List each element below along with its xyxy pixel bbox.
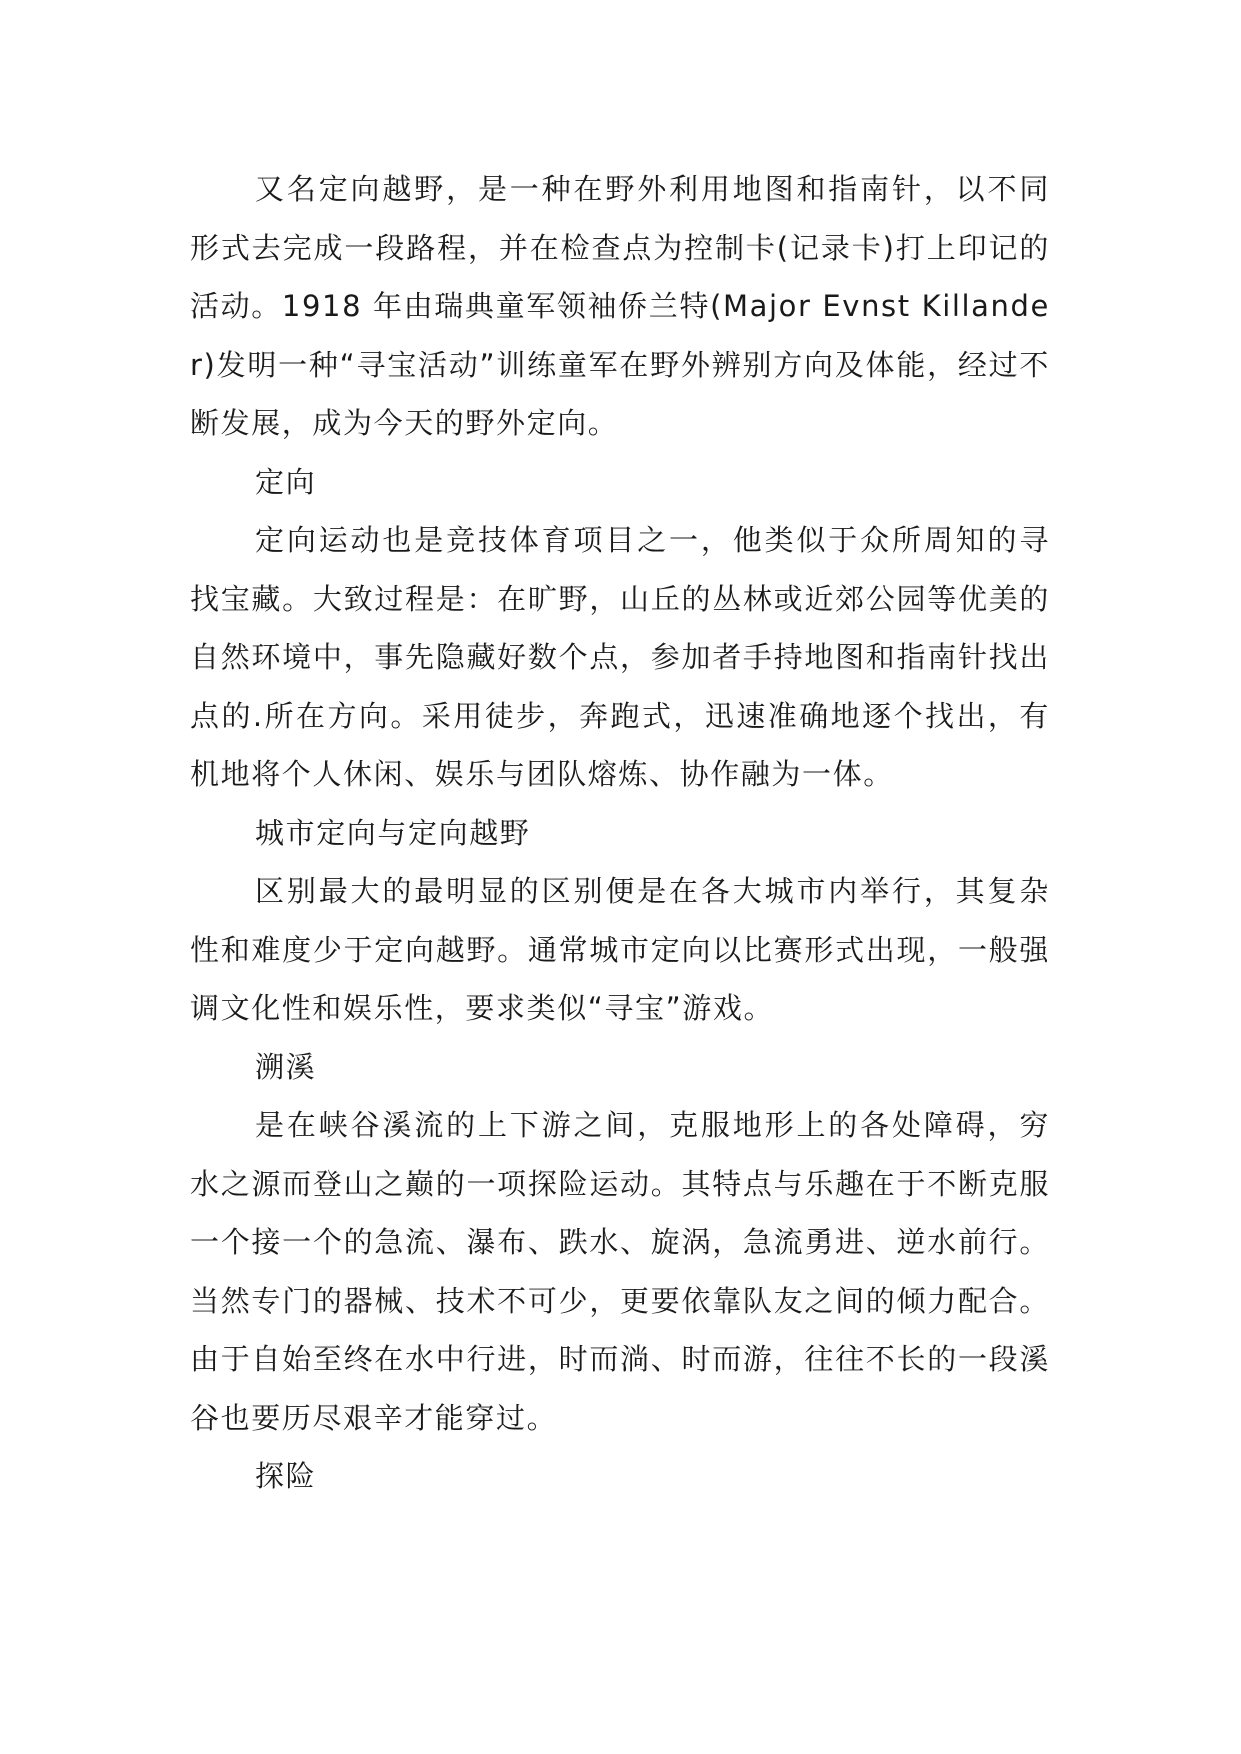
- heading-exploration: 探险: [255, 1459, 317, 1493]
- paragraph-stream-tracing: 是在峡谷溪流的上下游之间，克服地形上的各处障碍，穷水之源而登山之巅的一项探险运动。其特点与乐趣在于不断克服一个接一个的急流、瀑布、跌水、旋涡，急流勇进、逆水前行。当然专门的器械、技术不可少，更要依靠队友之间的倾力配合。由于自始至终在水中行进，时而淌、时而游，往往不长的一段溪谷也要历尽艰辛才能穿过。: [190, 1108, 1050, 1435]
- heading-stream-tracing: 溯溪: [255, 1049, 317, 1084]
- paragraph-orienteering-intro: 又名定向越野，是一种在野外利用地图和指南针，以不同形式去完成一段路程，并在检查点为控制卡(记录卡)打上印记的活动。1918 年由瑞典童军领袖侨兰特(Major Evnst Killander)发明一种“寻宝活动”训练童军在野外辨别方向及体能，经过不断发展，成为今天的野外定向。: [190, 172, 1050, 440]
- paragraph-orienteering-sport: 定向运动也是竞技体育项目之一，他类似于众所周知的寻找宝藏。大致过程是：在旷野，山丘的丛林或近郊公园等优美的自然环境中，事先隐藏好数个点，参加者手持地图和指南针找出点的.所在方向。采用徒步，奔跑式，迅速准确地逐个找出，有机地将个人休闲、娱乐与团队熔炼、协作融为一体。: [190, 523, 1050, 791]
- heading-orienteering: 定向: [255, 464, 317, 499]
- document-body: [190, 160, 1050, 1506]
- paragraph-city-orienteering: 区别最大的最明显的区别便是在各大城市内举行，其复杂性和难度少于定向越野。通常城市定向以比赛形式出现，一般强调文化性和娱乐性，要求类似“寻宝”游戏。: [190, 874, 1050, 1025]
- heading-city-orienteering: 城市定向与定向越野: [255, 815, 531, 850]
